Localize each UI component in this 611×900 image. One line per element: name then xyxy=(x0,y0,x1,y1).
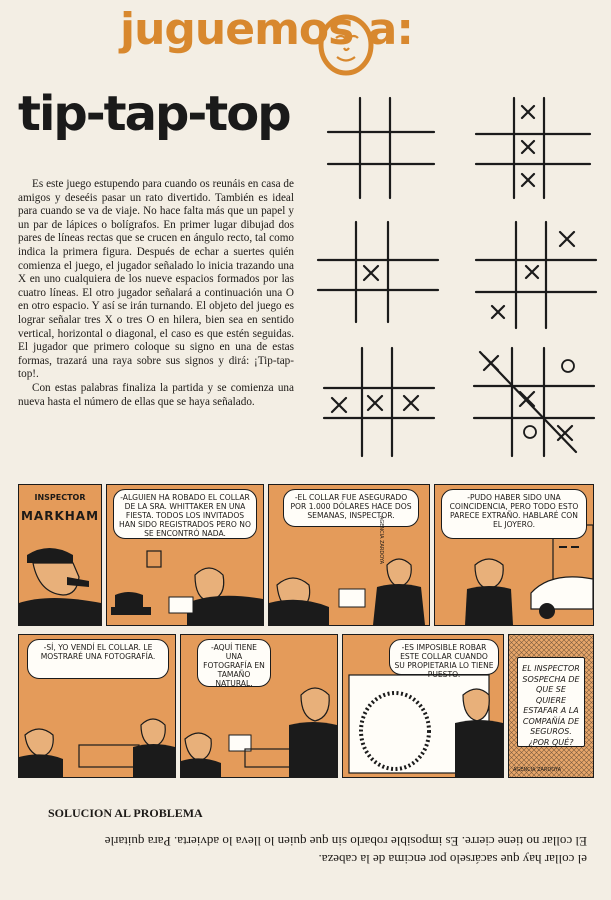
solution-text-upside-down xyxy=(0,832,611,868)
solution-line: El collar no tiene cierre. Es imposible robarlo sin que quien lo lleva lo advierta. Para quitarle xyxy=(104,834,587,849)
speech-bubble: -PUDO HABER SIDO UNA COINCIDENCIA, PERO TODO ESTO PARECE EXTRAÑO. HABLARÉ CON EL JOYERO. xyxy=(441,489,587,539)
agency-credit: AGENCIA ZARDOYA xyxy=(378,515,385,565)
tictactoe-grid xyxy=(326,96,436,200)
header-text: juguemos a: xyxy=(120,4,413,55)
speech-bubble: -SÍ, YO VENDÍ EL COLLAR. LE MOSTRARÉ UNA FOTOGRAFÍA. xyxy=(27,639,169,679)
solution-heading: SOLUCION AL PROBLEMA xyxy=(48,806,203,820)
caption-box: EL INSPECTOR SOSPECHA DE QUE SE QUIERE ESTAFAR A LA COMPAÑÍA DE SEGUROS. ¿POR QUÉ? xyxy=(517,657,585,747)
comic-panel xyxy=(18,484,102,626)
paragraph: Con estas palabras finaliza la partida y se comienza una nueva hasta el número de ellas que se haya señalado. xyxy=(18,381,294,408)
speech-bubble: -EL COLLAR FUE ASEGURADO POR 1.000 DÓLARES HACE DOS SEMANAS, INSPECTOR. xyxy=(283,489,419,527)
comic-panel xyxy=(268,484,430,626)
tictactoe-grid xyxy=(474,220,598,330)
speech-bubble: -ALGUIEN HA ROBADO EL COLLAR DE LA SRA. WHITTAKER EN UNA FIESTA. TODOS LOS INVITADOS HAN SIDO REGISTRADOS PERO NO SE ENCONTRÓ NADA. xyxy=(113,489,257,539)
comic-panel xyxy=(434,484,594,626)
sun-face-logo xyxy=(318,14,374,76)
speech-bubble: -AQUÍ TIENE UNA FOTOGRAFÍA EN TAMAÑO NATURAL. xyxy=(197,639,271,687)
agency-credit: AGENCIA ZARDOYA xyxy=(513,767,562,773)
tictactoe-grid xyxy=(316,220,440,324)
article-body xyxy=(18,178,294,409)
inspector-title: INSPECTOR xyxy=(34,493,86,502)
tictactoe-grid xyxy=(322,346,436,458)
inspector-name: MARKHAM xyxy=(20,509,100,523)
tictactoe-grid xyxy=(474,96,592,200)
comic-panel xyxy=(180,634,338,778)
paragraph: Es este juego estupendo para cuando os reunáis en casa de amigos y deseéis pasar un rato divertido. También es ideal para cuando se va de viaje. No hace falta más que un papel y un par de lápices o bolígrafos. En primer lugar dibujad dos pares de líneas rectas que se crucen en ángulo recto, tal como indica la primera figura. Después de echar a suertes quién comienza el juego, el jugador señalado lo inicia trazando una X en uno cualquiera de los nueve espacios formados por las cuatro líneas. El otro jugador señalará a continuación una O en otro espacio. Y así se irán turnando. El objeto del juego es lograr señalar tres X o tres O en hilera, bien sea en sentido vertical, horizontal o diagonal, el caso es que estén seguidas. El jugador que primero coloque su signo en una de estas formas, trazará una raya sobre sus signos y dirá: ¡Tip-tap-top!. xyxy=(18,178,294,381)
inspector-portrait xyxy=(19,485,101,625)
comic-panel xyxy=(106,484,264,626)
tictactoe-grid xyxy=(472,346,596,458)
speech-bubble: -ES IMPOSIBLE ROBAR ESTE COLLAR CUANDO SU PROPIETARIA LO TIENE PUESTO. xyxy=(389,639,499,675)
page-title: tip-tap-top xyxy=(18,86,290,142)
comic-panel xyxy=(342,634,504,778)
solution-line: el collar hay que sacárselo por encima de la cabeza. xyxy=(318,852,587,867)
comic-panel xyxy=(18,634,176,778)
comic-panel xyxy=(508,634,594,778)
